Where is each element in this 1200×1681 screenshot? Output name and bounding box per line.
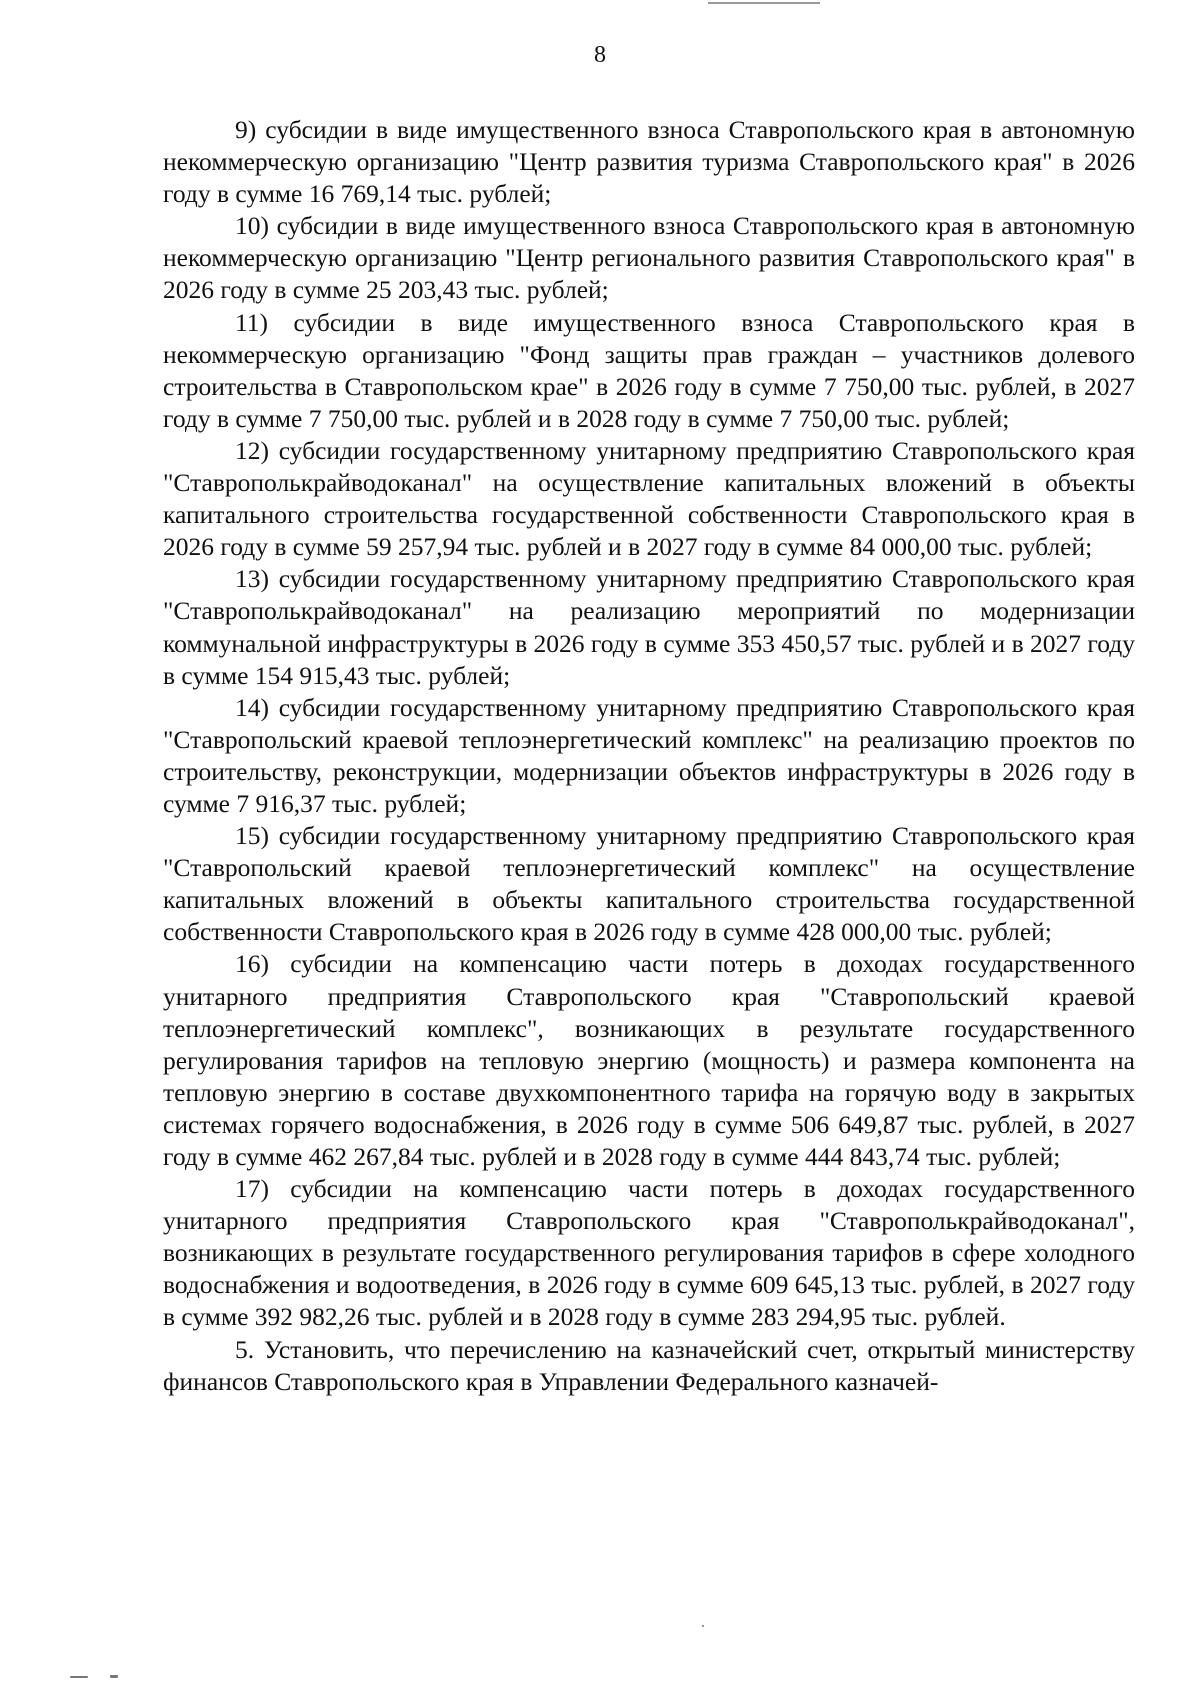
paragraph-item-15: 15) субсидии государственному унитарному предприятию Ставропольского края "Ставропольский краевой теплоэнергетический комплекс" на осуществление капитальных вложений в объекты капитального строительства государственной собственности Ставропольского края в 2026 году в сумме 428 000,00 тыс. рублей; xyxy=(163,821,1135,947)
scan-top-rule xyxy=(708,2,820,4)
paragraph-item-16: 16) субсидии на компенсацию части потерь в доходах государственного унитарного предприятия Ставропольского края "Ставропольский краевой теплоэнергетический комплекс", возникающих в результате государственного регулирования тарифов на тепловую энергию (мощность) и размера компонента на тепловую энергию в составе двухкомпонентного тарифа на горячую воду в закрытых системах горячего водоснабжения, в 2026 году в сумме 506 649,87 тыс. рублей, в 2027 году в сумме 462 267,84 тыс. рублей и в 2028 году в сумме 444 843,74 тыс. рублей; xyxy=(163,949,1135,1171)
body-text xyxy=(163,114,1135,1398)
paragraph-item-13: 13) субсидии государственному унитарному предприятию Ставропольского края "Ставрополькрайводоканал" на реализацию мероприятий по модернизации коммунальной инфраструктуры в 2026 году в сумме 353 450,57 тыс. рублей и в 2027 году в сумме 154 915,43 тыс. рублей; xyxy=(163,564,1135,690)
paragraph-item-11: 11) субсидии в виде имущественного взноса Ставропольского края в некоммерческую организацию "Фонд защиты прав граждан – участников долевого строительства в Ставропольском крае" в 2026 году в сумме 7 750,00 тыс. рублей, в 2027 году в сумме 7 750,00 тыс. рублей и в 2028 году в сумме 7 750,00 тыс. рублей; xyxy=(163,307,1135,433)
paragraph-item-14: 14) субсидии государственному унитарному предприятию Ставропольского края "Ставропольский краевой теплоэнергетический комплекс" на реализацию проектов по строительству, реконструкции, модернизации объектов инфраструктуры в 2026 году в сумме 7 916,37 тыс. рублей; xyxy=(163,692,1135,818)
paragraph-item-9: 9) субсидии в виде имущественного взноса Ставропольского края в автономную некоммерческую организацию "Центр развития туризма Ставропольского края" в 2026 году в сумме 16 769,14 тыс. рублей; xyxy=(163,115,1135,209)
scan-speck xyxy=(70,1676,88,1678)
page-number: 8 xyxy=(594,42,606,68)
scan-speck xyxy=(110,1675,118,1678)
scan-speck xyxy=(702,1625,704,1627)
paragraph-item-17: 17) субсидии на компенсацию части потерь в доходах государственного унитарного предприятия Ставропольского края "Ставрополькрайводоканал", возникающих в результате государственного регулирования тарифов в сфере холодного водоснабжения и водоотведения, в 2026 году в сумме 609 645,13 тыс. рублей, в 2027 году в сумме 392 982,26 тыс. рублей и в 2028 году в сумме 283 294,95 тыс. рублей. xyxy=(163,1174,1135,1332)
paragraph-point-5: 5. Установить, что перечислению на казначейский счет, открытый министерству финансов Ставропольского края в Управлении Федерального казначей- xyxy=(163,1334,1135,1396)
paragraph-item-12: 12) субсидии государственному унитарному предприятию Ставропольского края "Ставрополькрайводоканал" на осуществление капитальных вложений в объекты капитального строительства государственной собственности Ставропольского края в 2026 году в сумме 59 257,94 тыс. рублей и в 2027 году в сумме 84 000,00 тыс. рублей; xyxy=(163,435,1135,562)
paragraph-item-10: 10) субсидии в виде имущественного взноса Ставропольского края в автономную некоммерческую организацию "Центр регионального развития Ставропольского края" в 2026 году в сумме 25 203,43 тыс. рублей; xyxy=(163,211,1135,305)
